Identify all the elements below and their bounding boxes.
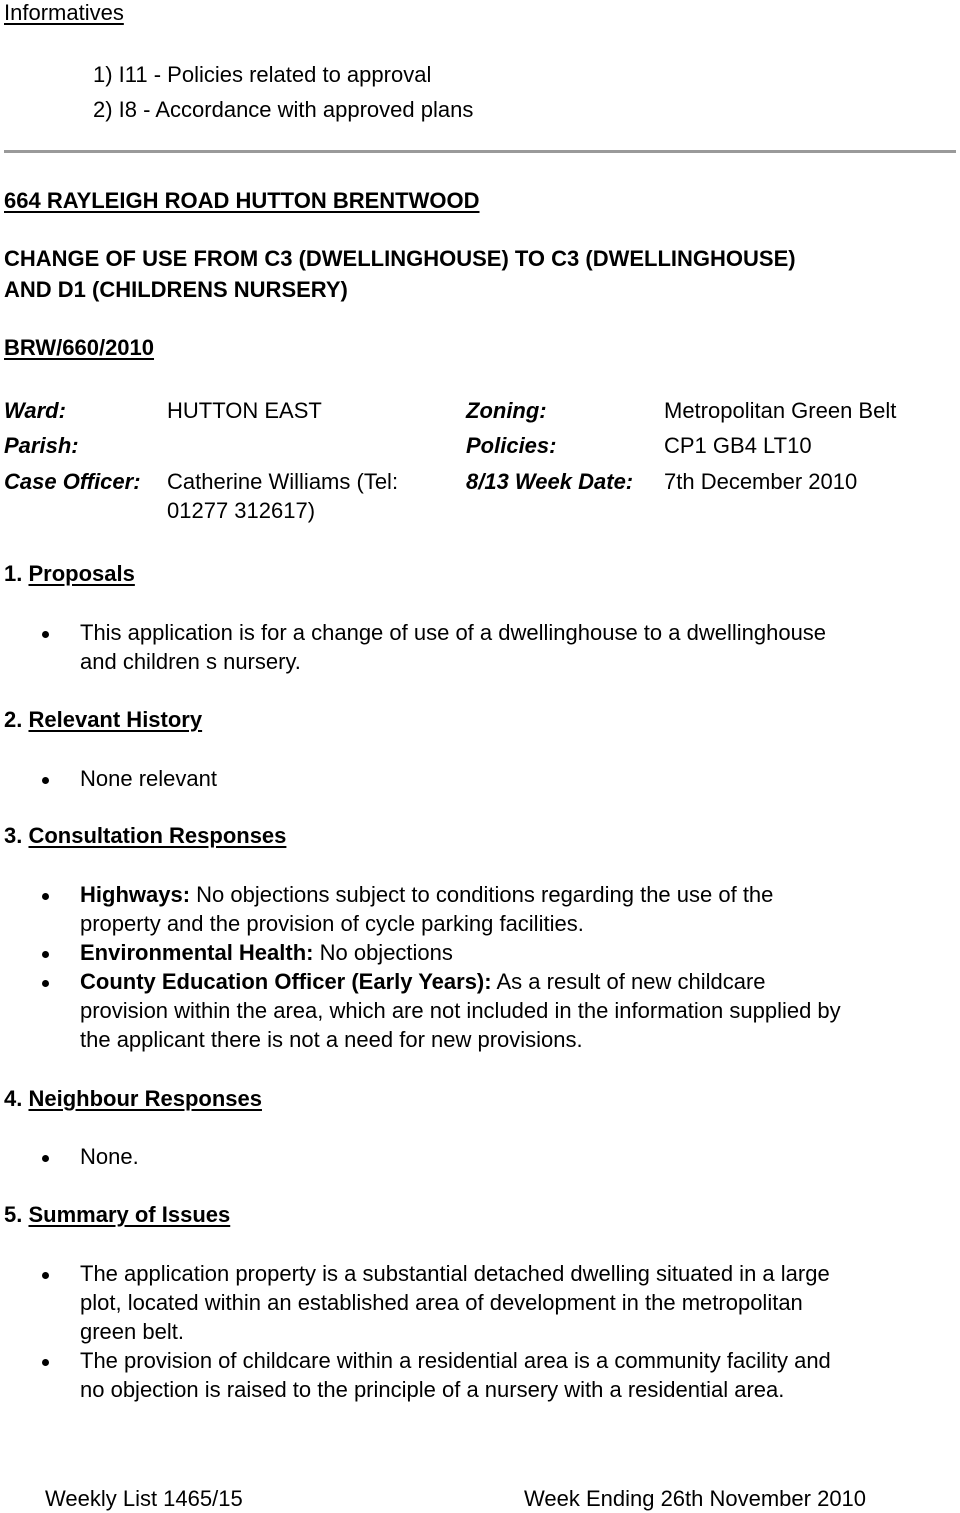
footer-weekly-list: Weekly List 1465/15: [45, 1486, 243, 1511]
section-heading-consultation: [4, 823, 286, 849]
county-education-label: County Education Officer (Early Years):: [80, 969, 492, 994]
county-education-line1: [80, 969, 766, 995]
bullet-icon: [42, 980, 49, 987]
summary-text-line2: plot, located within an established area of development in the metropolitan: [80, 1290, 803, 1315]
application-reference: BRW/660/2010: [4, 335, 155, 360]
summary-text-line4: The provision of childcare within a residential area is a community facility and: [80, 1348, 831, 1373]
summary-text-line3: green belt.: [80, 1319, 184, 1344]
zoning-value: Metropolitan Green Belt: [664, 398, 897, 423]
environmental-health-line: [80, 940, 453, 966]
highways-line1: [80, 882, 773, 908]
section-title: Relevant History: [28, 707, 203, 732]
bullet-icon: [42, 777, 49, 784]
bullet-icon: [42, 1359, 49, 1366]
highways-text: No objections subject to conditions regarding the use of the: [190, 882, 774, 907]
bullet-icon: [42, 1155, 49, 1162]
case-officer-value-line2: 01277 312617): [167, 498, 316, 523]
informatives-heading: Informatives: [4, 0, 124, 25]
summary-text-line5: no objection is raised to the principle of a nursery with a residential area.: [80, 1377, 785, 1402]
highways-line2: property and the provision of cycle parking facilities.: [80, 911, 584, 936]
section-title: Summary of Issues: [28, 1202, 231, 1227]
week-date-label: 8/13 Week Date:: [466, 469, 634, 494]
section-title: Consultation Responses: [28, 823, 287, 848]
section-heading-neighbour: [4, 1086, 262, 1112]
section-heading-history: [4, 707, 202, 733]
bullet-icon: [42, 951, 49, 958]
case-officer-label: Case Officer:: [4, 469, 141, 494]
section-number: 4.: [4, 1086, 23, 1111]
summary-text-line1: The application property is a substantial detached dwelling situated in a large: [80, 1261, 830, 1286]
section-title: Proposals: [28, 561, 135, 586]
application-description-line2: AND D1 (CHILDRENS NURSERY): [4, 277, 348, 302]
parish-label: Parish:: [4, 433, 79, 458]
history-text: None relevant: [80, 766, 217, 791]
bullet-icon: [42, 893, 49, 900]
ward-label: Ward:: [4, 398, 66, 423]
policies-label: Policies:: [466, 433, 557, 458]
proposal-text-line2: and children s nursery.: [80, 649, 301, 674]
highways-label: Highways:: [80, 882, 191, 907]
section-heading-summary: [4, 1202, 230, 1228]
county-education-line2: provision within the area, which are not included in the information supplied by: [80, 998, 841, 1023]
case-officer-value-line1: Catherine Williams (Tel:: [167, 469, 399, 494]
county-education-text: As a result of new childcare: [491, 969, 766, 994]
section-number: 5.: [4, 1202, 23, 1227]
week-date-value: 7th December 2010: [664, 469, 858, 494]
informative-item: 1) I11 - Policies related to approval: [93, 62, 432, 87]
footer-week-ending: Week Ending 26th November 2010: [524, 1486, 867, 1511]
section-number: 2.: [4, 707, 23, 732]
section-number: 3.: [4, 823, 23, 848]
bullet-icon: [42, 631, 49, 638]
bullet-icon: [42, 1272, 49, 1279]
section-heading-proposals: [4, 561, 135, 587]
neighbour-text: None.: [80, 1144, 139, 1169]
ward-value: HUTTON EAST: [167, 398, 322, 423]
county-education-line3: the applicant there is not a need for new provisions.: [80, 1027, 583, 1052]
informative-item: 2) I8 - Accordance with approved plans: [93, 97, 474, 122]
application-description-line1: CHANGE OF USE FROM C3 (DWELLINGHOUSE) TO C3 (DWELLINGHOUSE): [4, 246, 796, 271]
section-number: 1.: [4, 561, 23, 586]
section-divider: [4, 150, 956, 153]
environmental-health-label: Environmental Health:: [80, 940, 314, 965]
environmental-health-text: No objections: [313, 940, 453, 965]
section-title: Neighbour Responses: [28, 1086, 262, 1111]
zoning-label: Zoning:: [466, 398, 547, 423]
application-address: 664 RAYLEIGH ROAD HUTTON BRENTWOOD: [4, 188, 480, 213]
policies-value: CP1 GB4 LT10: [664, 433, 812, 458]
proposal-text-line1: This application is for a change of use of a dwellinghouse to a dwellinghouse: [80, 620, 827, 645]
